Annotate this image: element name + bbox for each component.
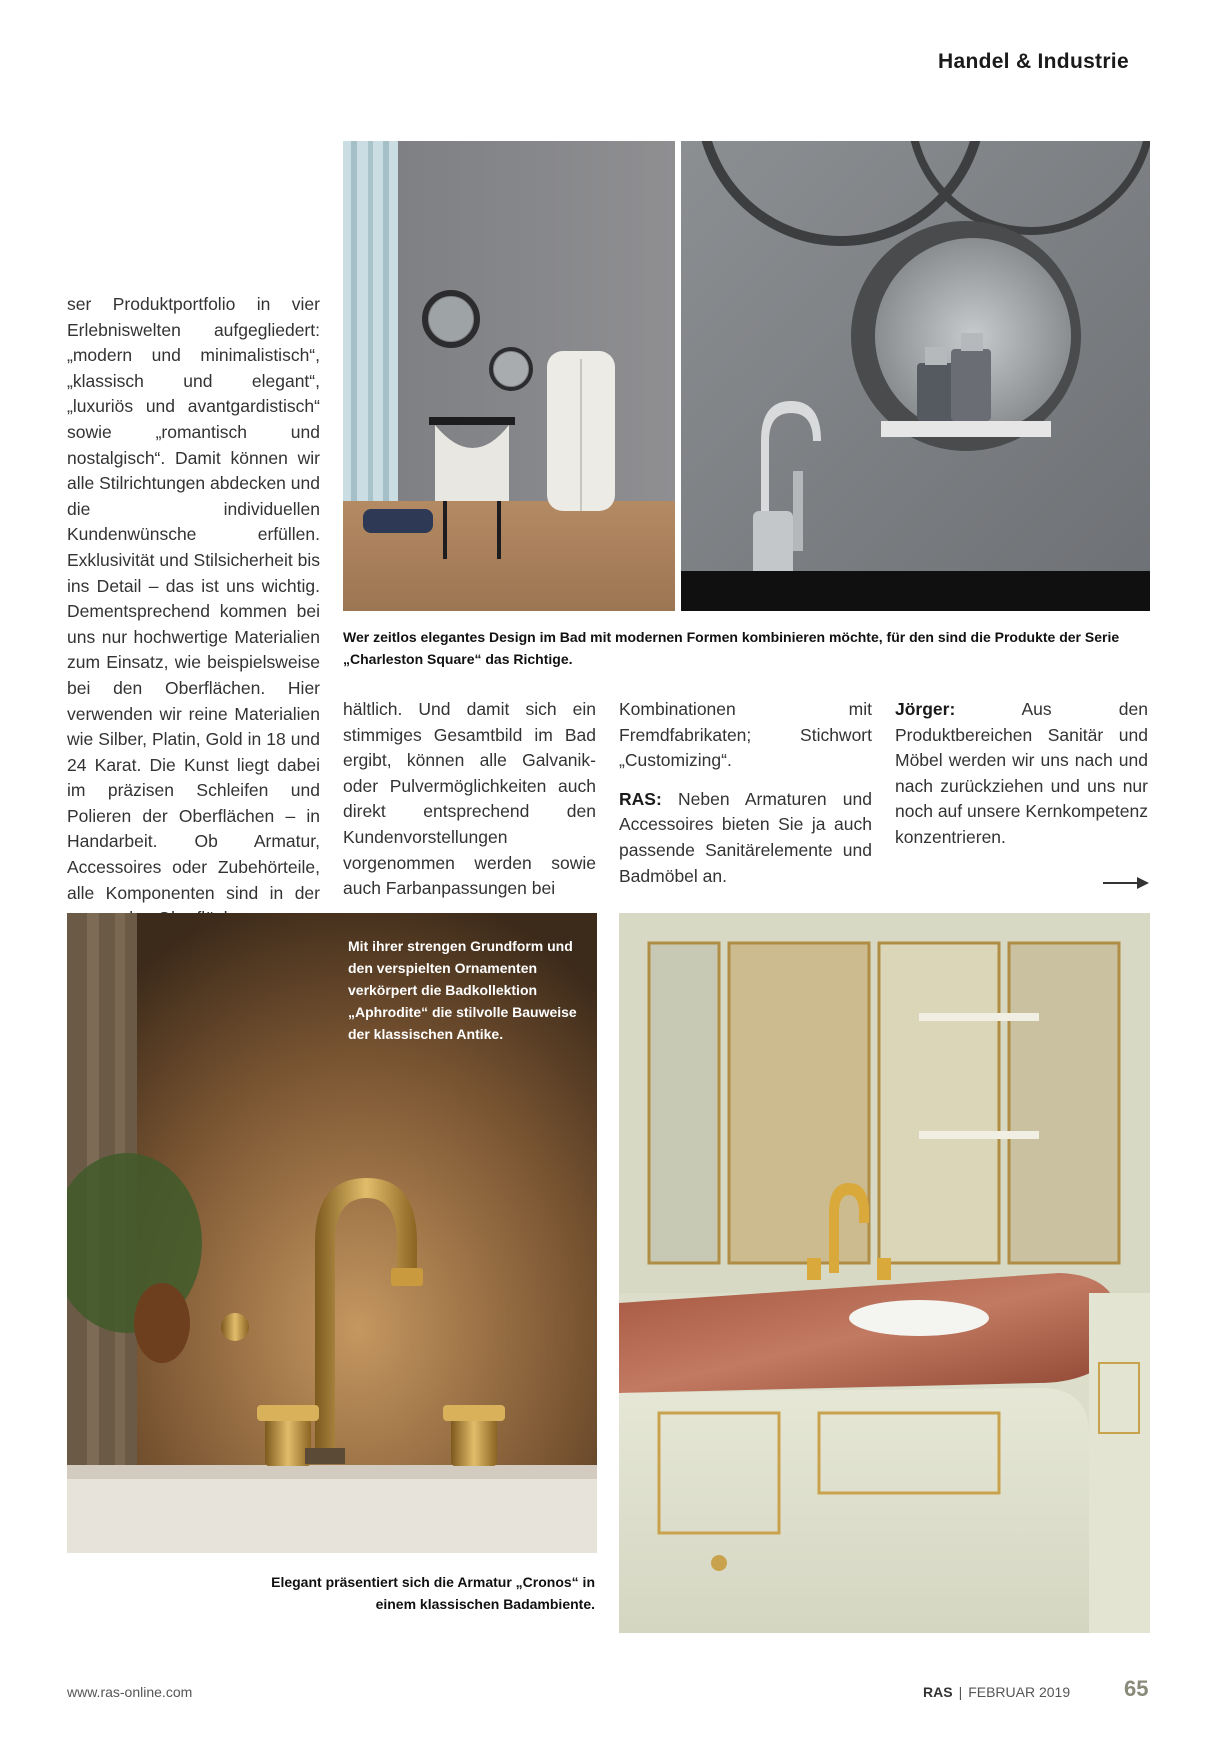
answer-text: Aus den Produktbereichen Sanitär und Möbel werden wir uns nach und nach zurückziehen und uns nur noch auf unsere Kernkompetenz konzentrieren. — [895, 699, 1148, 847]
text-column-4 — [895, 697, 1148, 851]
charleston-room-image — [343, 141, 675, 611]
footer-magazine: RAS — [923, 1684, 953, 1700]
caption-cronos: Elegant präsentiert sich die Armatur „Cronos“ in einem klassischen Badambiente. — [271, 1574, 595, 1612]
footer-issue: FEBRUAR 2019 — [968, 1684, 1071, 1700]
speaker-joerger: Jörger: — [895, 699, 956, 719]
caption-charleston: Wer zeitlos elegantes Design im Bad mit modernen Formen kombinieren möchte, für den sind die Produkte der Serie „Charleston Square“ das Richtige. — [343, 629, 1120, 667]
text-column-1 — [67, 292, 320, 932]
continue-arrow-icon — [1103, 875, 1149, 896]
paragraph-col3-1: Kombinationen mit Fremdfabrikaten; Stichwort „Customizing“. — [619, 699, 872, 771]
footer-issue-info — [923, 1684, 1070, 1700]
paragraph-col3-2 — [619, 787, 872, 889]
footer-url: www.ras-online.com — [67, 1684, 193, 1700]
paragraph-col4 — [895, 697, 1148, 851]
paragraph-col2: hältlich. Und damit sich ein stimmiges Gesamtbild im Bad ergibt, können alle Galvanik- oder Pulvermöglichkeiten auch direkt entsprechend den Kundenvorstellungen vorgenommen werden sowie auch Farbanpassungen bei — [343, 699, 596, 899]
caption-aphrodite: Mit ihrer strengen Grundform und den verspielten Ornamenten verkörpert die Badkollektion „Aphrodite“ die stilvolle Bauweise der klassischen Antike. — [348, 938, 577, 1042]
section-title: Handel & Industrie — [938, 50, 1129, 73]
text-column-3 — [619, 697, 872, 889]
photo-charleston-room — [343, 141, 675, 611]
paragraph-col1: ser Produktportfolio in vier Erlebniswelten aufgegliedert: „modern und minimalistisch“, „klassisch und elegant“, „luxuriös und avantgardistisch“ sowie „romantisch und nostalgisch“. Damit können wir alle Stilrichtungen abdecken und die individuellen Kundenwünsche erfüllen. Exklusivität und Stilsicherheit bis ins Detail – das ist uns wichtig. Dementsprechend kommen bei uns nur hochwertige Materialien zum Einsatz, wie beispielsweise bei den Oberflächen. Hier verwenden wir reine Materialien wie Silber, Platin, Gold in 18 und 24 Karat. Die Kunst liegt dabei im präzisen Schleifen und Polieren der Oberflächen – in Handarbeit. Ob Armatur, Accessoires oder Zubehörteile, alle Komponenten sind in der — [67, 294, 320, 903]
photo-charleston-detail — [681, 141, 1150, 611]
page-number: 65 — [1124, 1676, 1149, 1701]
photo-aphrodite-vanity — [619, 913, 1150, 1633]
charleston-detail-image — [681, 141, 1150, 611]
text-column-2 — [343, 697, 596, 902]
question-text: Neben Armaturen und Accessoires bieten Sie ja auch passende Sanitärelemente und Badmöbel an. — [619, 788, 872, 886]
aphrodite-vanity-image — [619, 913, 1150, 1633]
speaker-ras: RAS: — [619, 788, 662, 809]
footer-separator: | — [958, 1684, 963, 1700]
